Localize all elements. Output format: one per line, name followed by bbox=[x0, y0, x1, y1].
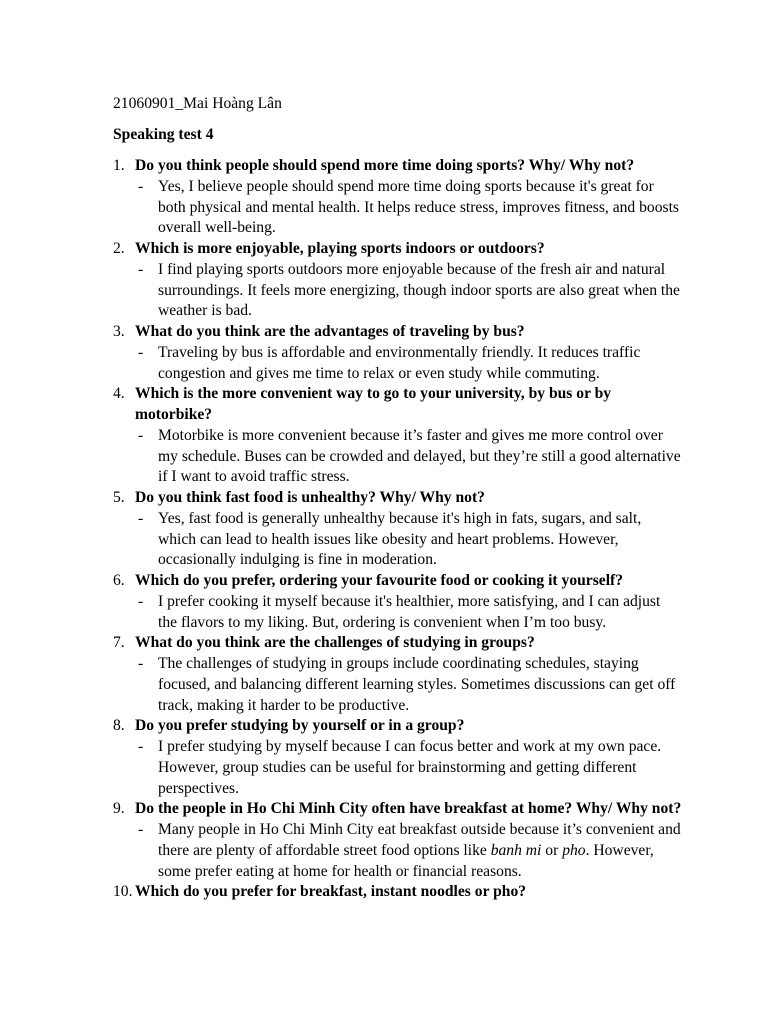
food-term-pho: pho bbox=[562, 841, 586, 859]
question-number: 2. bbox=[113, 240, 125, 257]
food-term-banh-mi: banh mi bbox=[490, 841, 542, 859]
answer-bullet bbox=[135, 654, 683, 716]
question-text: Which do you prefer, ordering your favourite food or cooking it yourself? bbox=[135, 572, 624, 589]
dash-bullet: - bbox=[138, 426, 144, 444]
question-item-1 bbox=[113, 156, 683, 239]
answer-text: The challenges of studying in groups include coordinating schedules, staying focused, and balancing different learning styles. Sometimes discussions can get off track, making it harder to be productive. bbox=[158, 655, 676, 714]
dash-bullet: - bbox=[138, 655, 144, 672]
question-text: What do you think are the challenges of studying in groups? bbox=[135, 634, 535, 652]
dash-bullet: - bbox=[138, 177, 144, 195]
question-item-6 bbox=[113, 571, 683, 633]
answer-text: Traveling by bus is affordable and environmentally friendly. It reduces traffic congestion and gives me time to relax or even study while commuting. bbox=[158, 343, 641, 382]
answer-text: Motorbike is more convenient because it’s faster and gives me more control over my schedule. Buses can be crowded and delayed, but they’re still a good alternative if I want to avoid traffic stress. bbox=[158, 426, 681, 486]
dash-bullet: - bbox=[138, 592, 144, 610]
answer-bullet bbox=[135, 820, 683, 882]
question-number: 9. bbox=[113, 800, 125, 818]
answer-text-part: Many people in Ho Chi Minh City eat breakfast outside because it’s convenient and there are plenty of affordable street food options like bbox=[158, 821, 681, 859]
dash-bullet: - bbox=[138, 509, 144, 527]
answer-text-part: or bbox=[541, 841, 563, 859]
document-page bbox=[113, 93, 683, 903]
answer-text: Yes, I believe people should spend more time doing sports because it's great for both physical and mental health. It helps reduce stress, improves fitness, and boosts overall well-being. bbox=[158, 177, 679, 237]
question-text: Which is more enjoyable, playing sports indoors or outdoors? bbox=[135, 240, 545, 257]
question-number: 1. bbox=[113, 157, 125, 174]
answer-text bbox=[158, 821, 681, 880]
question-text: Do you think fast food is unhealthy? Why/ Why not? bbox=[135, 489, 485, 506]
answer-text: I prefer studying by myself because I can focus better and work at my own pace. However, group studies can be useful for brainstorming and getting different perspectives. bbox=[158, 738, 662, 797]
question-text: Do the people in Ho Chi Minh City often have breakfast at home? Why/ Why not? bbox=[135, 800, 682, 818]
answer-text: I prefer cooking it myself because it's healthier, more satisfying, and I can adjust the flavors to my liking. But, ordering is convenient when I’m too busy. bbox=[158, 592, 661, 631]
answer-bullet bbox=[135, 177, 683, 239]
question-item-8 bbox=[113, 716, 683, 799]
answer-bullet bbox=[135, 260, 683, 322]
answer-bullet bbox=[135, 426, 683, 488]
answer-bullet bbox=[135, 737, 683, 799]
question-item-4 bbox=[113, 384, 683, 488]
answer-bullet bbox=[135, 343, 683, 385]
question-number: 7. bbox=[113, 634, 125, 652]
question-item-7 bbox=[113, 633, 683, 716]
dash-bullet: - bbox=[138, 260, 144, 278]
document-title: Speaking test 4 bbox=[113, 126, 214, 143]
question-item-10 bbox=[113, 882, 683, 903]
answer-text: I find playing sports outdoors more enjoyable because of the fresh air and natural surroundings. It feels more energizing, though indoor sports are also great when the weather is bad. bbox=[158, 260, 680, 320]
dash-bullet: - bbox=[138, 821, 144, 838]
question-item-2 bbox=[113, 239, 683, 322]
answer-bullet bbox=[135, 509, 683, 571]
question-number: 3. bbox=[113, 323, 125, 340]
question-text: Do you think people should spend more time doing sports? Why/ Why not? bbox=[135, 157, 635, 174]
question-number: 4. bbox=[113, 385, 125, 403]
question-number: 10. bbox=[113, 883, 133, 901]
question-item-5 bbox=[113, 488, 683, 571]
question-text: Which is the more convenient way to go to your university, by bus or by motorbike? bbox=[135, 385, 612, 423]
dash-bullet: - bbox=[138, 738, 144, 755]
question-item-3 bbox=[113, 322, 683, 384]
question-number: 8. bbox=[113, 717, 125, 735]
student-id-name: 21060901_Mai Hoàng Lân bbox=[113, 95, 282, 112]
question-text: What do you think are the advantages of traveling by bus? bbox=[135, 323, 525, 340]
question-item-9 bbox=[113, 799, 683, 882]
question-number: 5. bbox=[113, 489, 125, 506]
dash-bullet: - bbox=[138, 343, 144, 361]
question-text: Do you prefer studying by yourself or in a group? bbox=[135, 717, 465, 735]
answer-text-part: . However, some prefer eating at home for health or financial reasons. bbox=[158, 841, 654, 880]
answer-text: Yes, fast food is generally unhealthy because it's high in fats, sugars, and salt, which can lead to health issues like obesity and heart problems. However, occasionally indulging is fine in moderation. bbox=[158, 509, 642, 569]
answer-bullet bbox=[135, 592, 683, 634]
question-text: Which do you prefer for breakfast, instant noodles or pho? bbox=[135, 883, 527, 901]
question-number: 6. bbox=[113, 572, 125, 589]
question-list bbox=[113, 156, 683, 903]
